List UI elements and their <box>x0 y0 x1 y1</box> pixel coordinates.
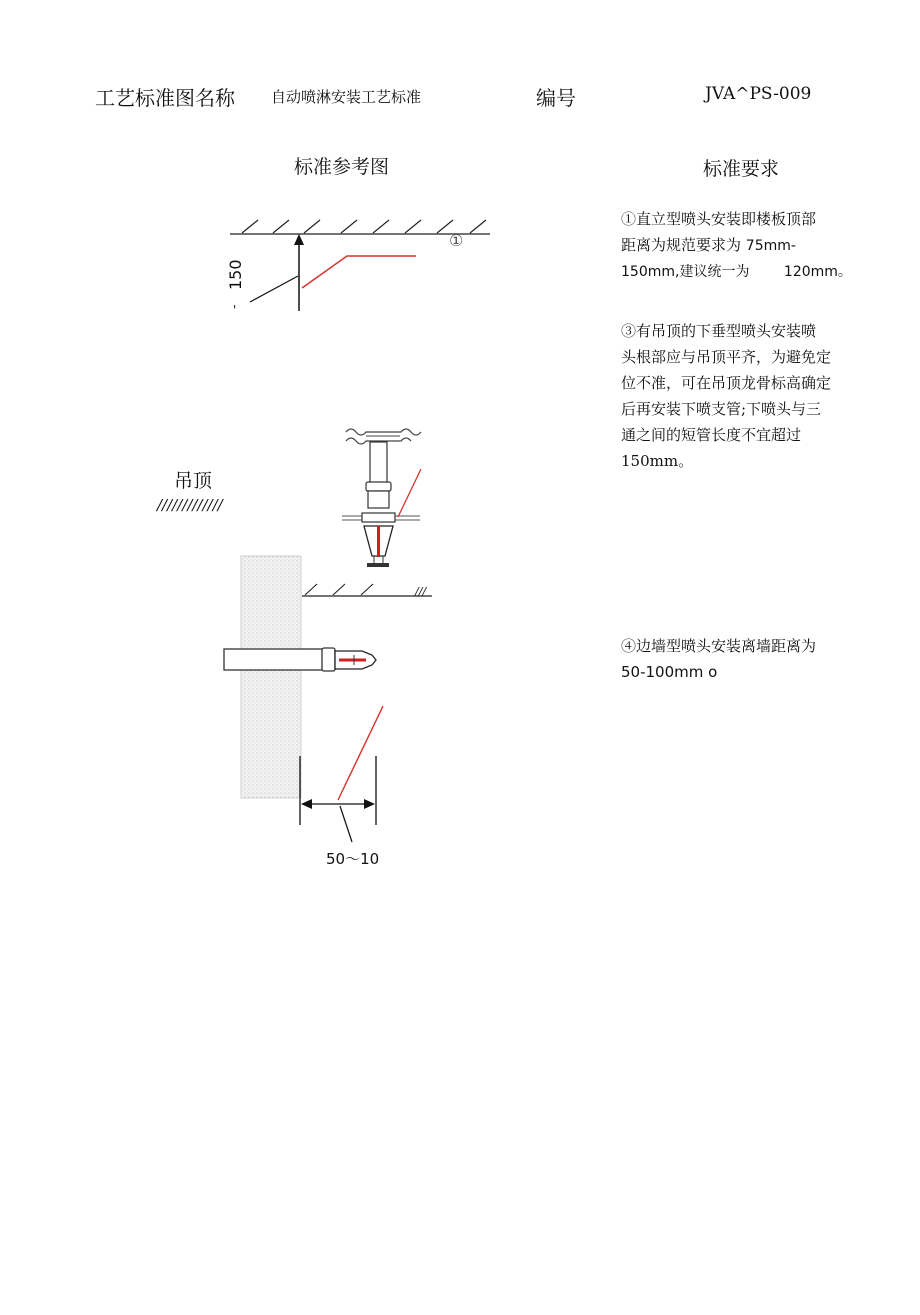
dimension-arrow <box>294 234 304 245</box>
dim-arrow-left <box>301 799 312 809</box>
req1-line3a: 150mm,建议统一为 <box>621 264 750 280</box>
ceiling-label: 吊顶 <box>174 470 213 492</box>
requirement-3 <box>621 318 871 474</box>
req3-line4: 后再安装下喷支管;下喷头与三 <box>621 400 822 418</box>
requirements-title: 标准要求 <box>703 158 780 180</box>
req1-line3 <box>621 259 871 285</box>
red-leader <box>302 256 416 288</box>
ceiling-hatch: ///////////// <box>157 496 223 514</box>
sidewall-sprinkler-diagram <box>224 556 432 868</box>
short-pipe <box>370 442 387 484</box>
code-value: JVA^PS-009 <box>705 84 812 104</box>
floor-hatch <box>305 584 373 595</box>
req1-line2 <box>621 232 871 259</box>
req3-line2: 头根部应与吊顶平齐，为避免定 <box>621 348 832 366</box>
reducer <box>368 491 389 508</box>
dim-leader <box>340 806 352 842</box>
branch-pipe <box>224 649 326 670</box>
deflector <box>367 563 389 567</box>
req3-line6: 150mm。 <box>621 452 694 470</box>
req1-line2b: 75mm- <box>745 238 796 254</box>
pipe-fitting <box>322 648 335 671</box>
requirement-1 <box>621 206 871 285</box>
req1-line1: ①直立型喷头安装即楼板顶部 <box>621 210 817 228</box>
dim-50-10-label: 50～10 <box>326 850 380 868</box>
template-name-value: 自动喷淋安装工艺标准 <box>271 88 422 106</box>
reference-drawing-title: 标准参考图 <box>294 156 390 178</box>
req1-line2a: 距离为规范要求为 <box>621 236 742 254</box>
tick-mark: ' <box>233 303 237 317</box>
escutcheon <box>362 513 395 522</box>
upright-sprinkler-diagram <box>226 220 490 317</box>
dim-150-label: 150 <box>226 259 245 290</box>
coupling <box>366 482 391 491</box>
pipe-break-top <box>346 429 421 435</box>
requirement-4 <box>621 633 871 685</box>
leader-line <box>250 276 298 302</box>
req3-line1: ③有吊顶的下垂型喷头安装喷 <box>621 322 817 340</box>
pendent-sprinkler-diagram <box>155 429 421 567</box>
circle-one-mark: ① <box>449 231 464 250</box>
template-name-label: 工艺标准图名称 <box>95 86 235 110</box>
small-hatch: /// <box>415 585 427 598</box>
req3-line3: 位不准，可在吊顶龙骨标高确定 <box>621 374 832 392</box>
req3-line5: 通之间的短管长度不宜超过 <box>621 426 802 444</box>
req1-line3b: 120mm。 <box>783 264 852 280</box>
wall <box>241 556 301 798</box>
req4-line1: ④边墙型喷头安装离墙距离为 <box>621 637 817 655</box>
red-leader-2 <box>398 469 421 517</box>
code-label: 编号 <box>536 86 576 110</box>
req4-line2: 50-100mm o <box>621 663 718 681</box>
dim-arrow-right <box>364 799 375 809</box>
